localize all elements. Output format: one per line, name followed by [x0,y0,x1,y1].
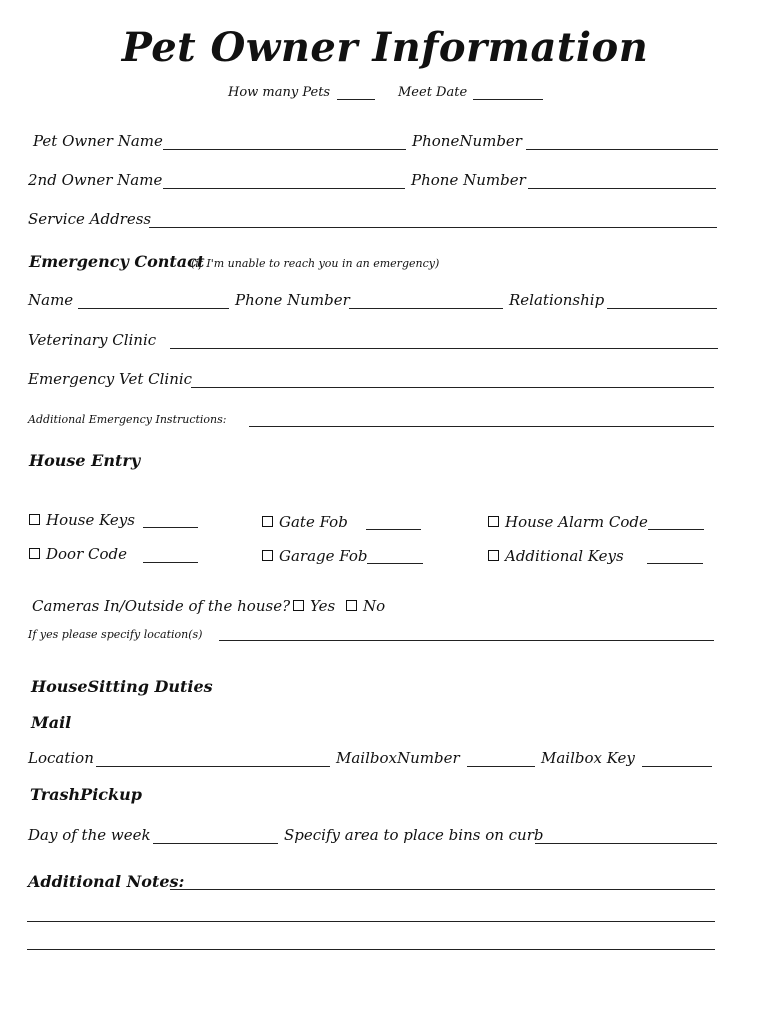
checkbox[interactable] [262,550,273,561]
alarm-code-label: House Alarm Code [505,513,648,531]
instructions-label: Additional Emergency Instructions: [28,413,227,426]
mailbox-key-label: Mailbox Key [541,749,635,767]
notes-line-2[interactable] [27,921,715,922]
emergency-vet-field[interactable] [191,387,714,388]
emergency-name-field[interactable] [78,308,229,309]
garage-fob-item[interactable] [262,547,368,565]
instructions-field[interactable] [249,426,714,427]
camera-location-field[interactable] [219,640,714,641]
mail-heading: Mail [31,713,72,732]
cameras-no-label: No [363,597,386,615]
mailbox-key-field[interactable] [642,766,712,767]
checkbox[interactable] [293,600,304,611]
owner-phone-field[interactable] [526,149,718,150]
bins-label: Specify area to place bins on curb [284,826,544,844]
cameras-label: Cameras In/Outside of the house? [32,597,291,615]
camera-location-label: If yes please specify location(s) [28,628,203,641]
door-code-field[interactable] [143,562,198,563]
garage-fob-field[interactable] [367,563,423,564]
checkbox[interactable] [29,514,40,525]
cameras-yes-option[interactable] [293,597,335,615]
mailbox-number-label: MailboxNumber [336,749,460,767]
emergency-heading: Emergency Contact [29,252,205,271]
emergency-note: (if I'm unable to reach you in an emergency) [191,257,440,270]
garage-fob-label: Garage Fob [279,547,368,565]
meet-date-label: Meet Date [398,85,468,100]
gate-fob-label: Gate Fob [279,513,348,531]
relationship-field[interactable] [607,308,717,309]
gate-fob-field[interactable] [366,529,421,530]
owner2-phone-field[interactable] [528,188,716,189]
owner-name-field[interactable] [163,149,406,150]
house-keys-label: House Keys [46,511,135,529]
duties-heading: HouseSitting Duties [31,677,213,696]
house-entry-heading: House Entry [29,451,141,470]
house-keys-field[interactable] [143,527,198,528]
pets-field[interactable] [337,99,375,100]
gate-fob-item[interactable] [262,513,348,531]
vet-clinic-field[interactable] [170,348,718,349]
notes-line-1[interactable] [170,889,715,890]
owner-phone-label: PhoneNumber [412,132,522,150]
relationship-label: Relationship [509,291,605,309]
meet-date-field[interactable] [473,99,543,100]
emergency-vet-label: Emergency Vet Clinic [28,370,193,388]
checkbox[interactable] [29,548,40,559]
bins-field[interactable] [535,843,717,844]
additional-keys-field[interactable] [647,563,703,564]
door-code-item[interactable] [29,545,127,563]
emergency-phone-label: Phone Number [235,291,350,309]
owner2-name-label: 2nd Owner Name [28,171,163,189]
cameras-no-option[interactable] [346,597,385,615]
house-keys-item[interactable] [29,511,135,529]
notes-line-3[interactable] [27,949,715,950]
emergency-phone-field[interactable] [349,308,503,309]
checkbox[interactable] [346,600,357,611]
trash-heading: TrashPickup [30,785,142,804]
owner2-name-field[interactable] [163,188,405,189]
checkbox[interactable] [488,550,499,561]
mailbox-number-field[interactable] [467,766,535,767]
trash-day-label: Day of the week [28,826,151,844]
alarm-code-item[interactable] [488,513,648,531]
owner2-phone-label: Phone Number [411,171,526,189]
emergency-name-label: Name [28,291,74,309]
door-code-label: Door Code [46,545,128,563]
notes-heading [28,872,184,891]
notes-heading-text: Additional Notes [28,872,179,891]
vet-clinic-label: Veterinary Clinic [28,331,157,349]
pets-label: How many Pets [228,85,331,100]
notes-colon: : [178,872,185,891]
owner-name-label: Pet Owner Name [33,132,163,150]
additional-keys-label: Additional Keys [505,547,624,565]
trash-day-field[interactable] [153,843,278,844]
page-title: Pet Owner Information [121,24,649,71]
additional-keys-item[interactable] [488,547,624,565]
checkbox[interactable] [262,516,273,527]
checkbox[interactable] [488,516,499,527]
alarm-code-field[interactable] [648,529,704,530]
mail-location-label: Location [28,749,94,767]
cameras-yes-label: Yes [310,597,336,615]
mail-location-field[interactable] [96,766,330,767]
service-address-label: Service Address [28,210,152,228]
service-address-field[interactable] [149,227,717,228]
